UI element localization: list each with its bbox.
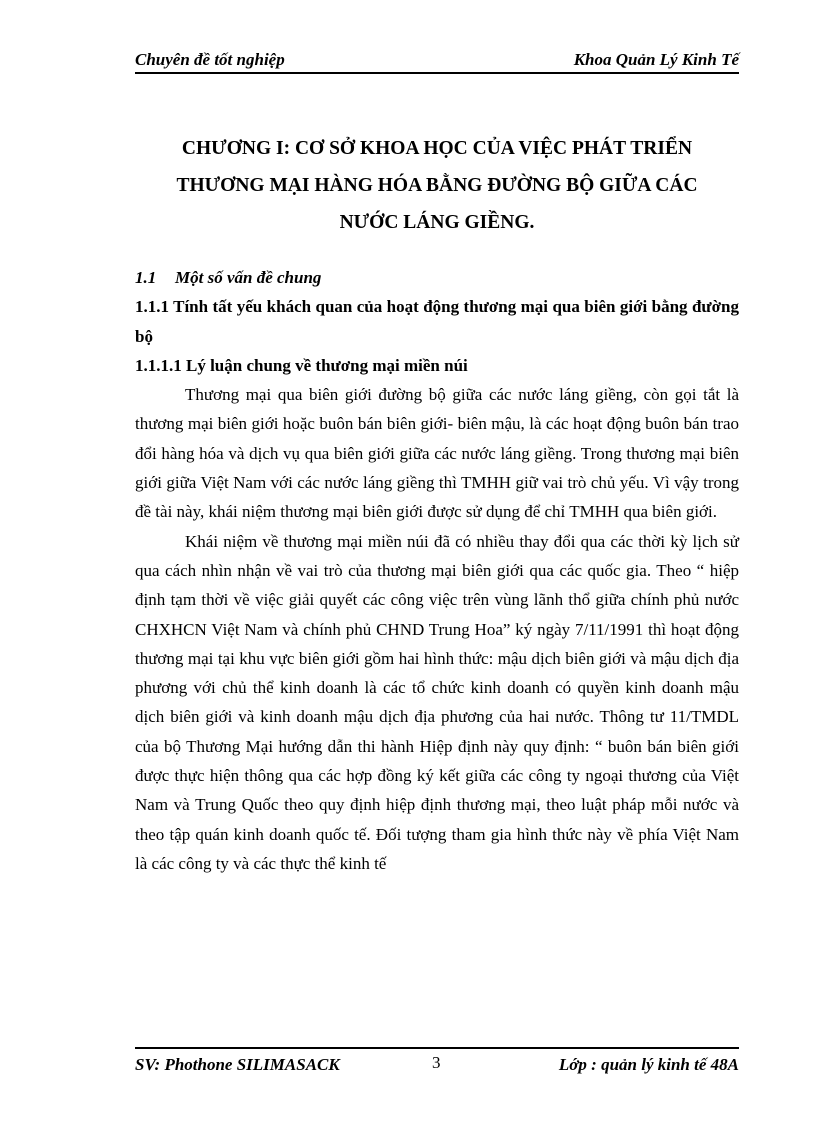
footer-student-name: SV: Phothone SILIMASACK [135, 1055, 340, 1074]
section-title: Một số vấn đề chung [175, 268, 322, 287]
header-document-type: Chuyên đề tốt nghiệp [135, 50, 285, 69]
page-body [135, 263, 739, 878]
chapter-title [135, 130, 739, 241]
body-paragraph-2: Khái niệm về thương mại miền núi đã có nhiều thay đổi qua các thời kỳ lịch sử qua cách nhìn nhận về vai trò của thương mại biên giới qua các quốc gia. Theo “ hiệp định tạm thời về việc giải quyết các công việc trên vùng lãnh thổ giữa chính phủ nước CHXHCN Việt Nam và chính phủ CHND Trung Hoa” ký ngày 7/11/1991 thì hoạt động thương mại tại khu vực biên giới gồm hai hình thức: mậu dịch biên giới và mậu dịch địa phương với chủ thể kinh doanh là các tổ chức kinh doanh có quyền kinh doanh mậu dịch biên giới và kinh doanh mậu dịch địa phương của hai nước. Thông tư 11/TMDL của bộ Thương Mại hướng dẫn thi hành Hiệp định này quy định: “ buôn bán biên giới được thực hiện thông qua các hợp đồng ký kết giữa các công ty ngoại thương của Việt Nam và Trung Quốc theo quy định hiệp định thương mại, theo luật pháp mỗi nước và theo tập quán kinh doanh quốc tế. Đối tượng tham gia hình thức này về phía Việt Nam là các công ty và các thực thể kinh tế [135, 531, 739, 873]
footer-class: Lớp : quản lý kinh tế 48A [558, 1055, 739, 1074]
page-number: 3 [432, 1053, 441, 1072]
body-paragraph-1: Thương mại qua biên giới đường bộ giữa các nước láng giềng, còn gọi tắt là thương mại biên giới hoặc buôn bán biên giới- biên mậu, là các hoạt động buôn bán trao đổi hàng hóa và dịch vụ qua biên giới giữa các nước láng giềng. Trong thương mại biên giới giữa Việt Nam với các nước láng giềng thì TMHH giữ vai trò chủ yếu. Vì vậy trong đề tài này, khái niệm thương mại biên giới được sử dụng để chỉ TMHH qua biên giới. [135, 385, 739, 522]
page-header [135, 48, 739, 74]
subsubsection-heading: 1.1.1.1 Lý luận chung về thương mại miền núi [135, 355, 468, 375]
chapter-title-line-2: THƯƠNG MẠI HÀNG HÓA BẰNG ĐƯỜNG BỘ GIỮA CÁC [176, 175, 698, 196]
chapter-title-line-1: CHƯƠNG I: CƠ SỞ KHOA HỌC CỦA VIỆC PHÁT TRIỂN [181, 138, 693, 159]
section-heading [135, 263, 739, 292]
page-footer [135, 1047, 739, 1077]
subsection-heading: 1.1.1 Tính tất yếu khách quan của hoạt động thương mại qua biên giới bằng đường bộ [135, 297, 739, 346]
section-number: 1.1 [135, 268, 157, 287]
header-department: Khoa Quản Lý Kinh Tế [573, 50, 739, 69]
chapter-title-line-3: NƯỚC LÁNG GIỀNG. [339, 212, 535, 233]
